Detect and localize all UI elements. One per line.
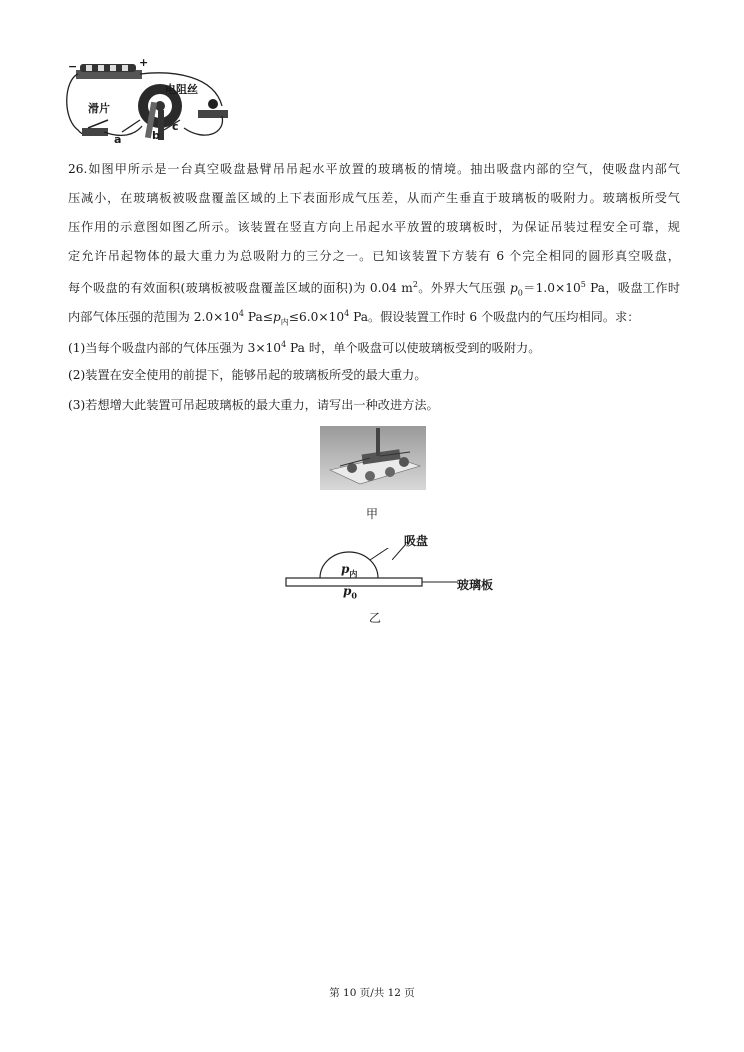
problem-line-2: 压减小，在玻璃板被吸盘覆盖区域的上下表面形成气压差，从而产生垂直于玻璃板的吸附力。玻璃板所受气 — [68, 191, 680, 205]
page-footer: 第 10 页/共 12 页 — [329, 987, 415, 999]
lamp-icon — [208, 99, 218, 109]
question-2: (2)装置在安全使用的前提下，能够吊起的玻璃板所受的最大重力。 — [68, 368, 427, 382]
question-3: (3)若想增大此装置可吊起玻璃板的最大重力，请写出一种改进方法。 — [68, 398, 439, 412]
wire-label: 电阻丝 — [165, 83, 198, 96]
problem-line-3: 压作用的示意图如图乙所示。该装置在竖直方向上吊起水平放置的玻璃板时，为保证吊装过程安全可靠，规 — [68, 220, 680, 234]
problem-line-5: 每个吸盘的有效面积(玻璃板被吸盘覆盖区域的面积)为 0.04 $m^2$。外界大气压强 $p_0=1.0\times 10^5$ Pa，吸盘工作时 — [68, 280, 681, 298]
question-1: (1)当每个吸盘内部的气体压强为 $3\times 10^4$ Pa 时，单个吸盘可以使玻璃板受到的吸附力。 — [68, 340, 541, 356]
lamp-base — [198, 110, 228, 118]
battery-plus-label: + — [139, 56, 149, 69]
slider-label: 滑片 — [88, 102, 110, 115]
figure-jia-caption: 甲 — [366, 507, 379, 521]
problem-line-6: 内部气体压强的范围为 $2.0\times 10^4$ $Pa\le p_内\le 6.0\times 10^4$ Pa。假设装置工作时 6 个吸盘内的气压均相同。求： — [68, 309, 640, 327]
suction-cup-label: 吸盘 — [404, 534, 429, 548]
outer-pressure-label: $p_0$ — [343, 584, 357, 601]
terminal-a-label: a — [114, 133, 122, 146]
figure-yi-caption: 乙 — [369, 611, 382, 625]
inner-pressure-label: $p_内$ — [341, 562, 358, 579]
battery-minus-label: − — [68, 60, 78, 73]
problem-line-4: 定允许吊起物体的最大重力为总吸附力的三分之一。已知该装置下方装有 6 个完全相同的圆形真空吸盘， — [68, 249, 680, 263]
terminal-c-label: c — [172, 120, 179, 133]
problem-line-1: 26.如图甲所示是一台真空吸盘悬臂吊吊起水平放置的玻璃板的情境。抽出吸盘内部的空气，使吸盘内部气 — [68, 162, 680, 176]
suction-crane-photo — [320, 426, 426, 490]
glass-plate-label: 玻璃板 — [457, 578, 494, 592]
terminal-b-label: b — [152, 129, 160, 142]
